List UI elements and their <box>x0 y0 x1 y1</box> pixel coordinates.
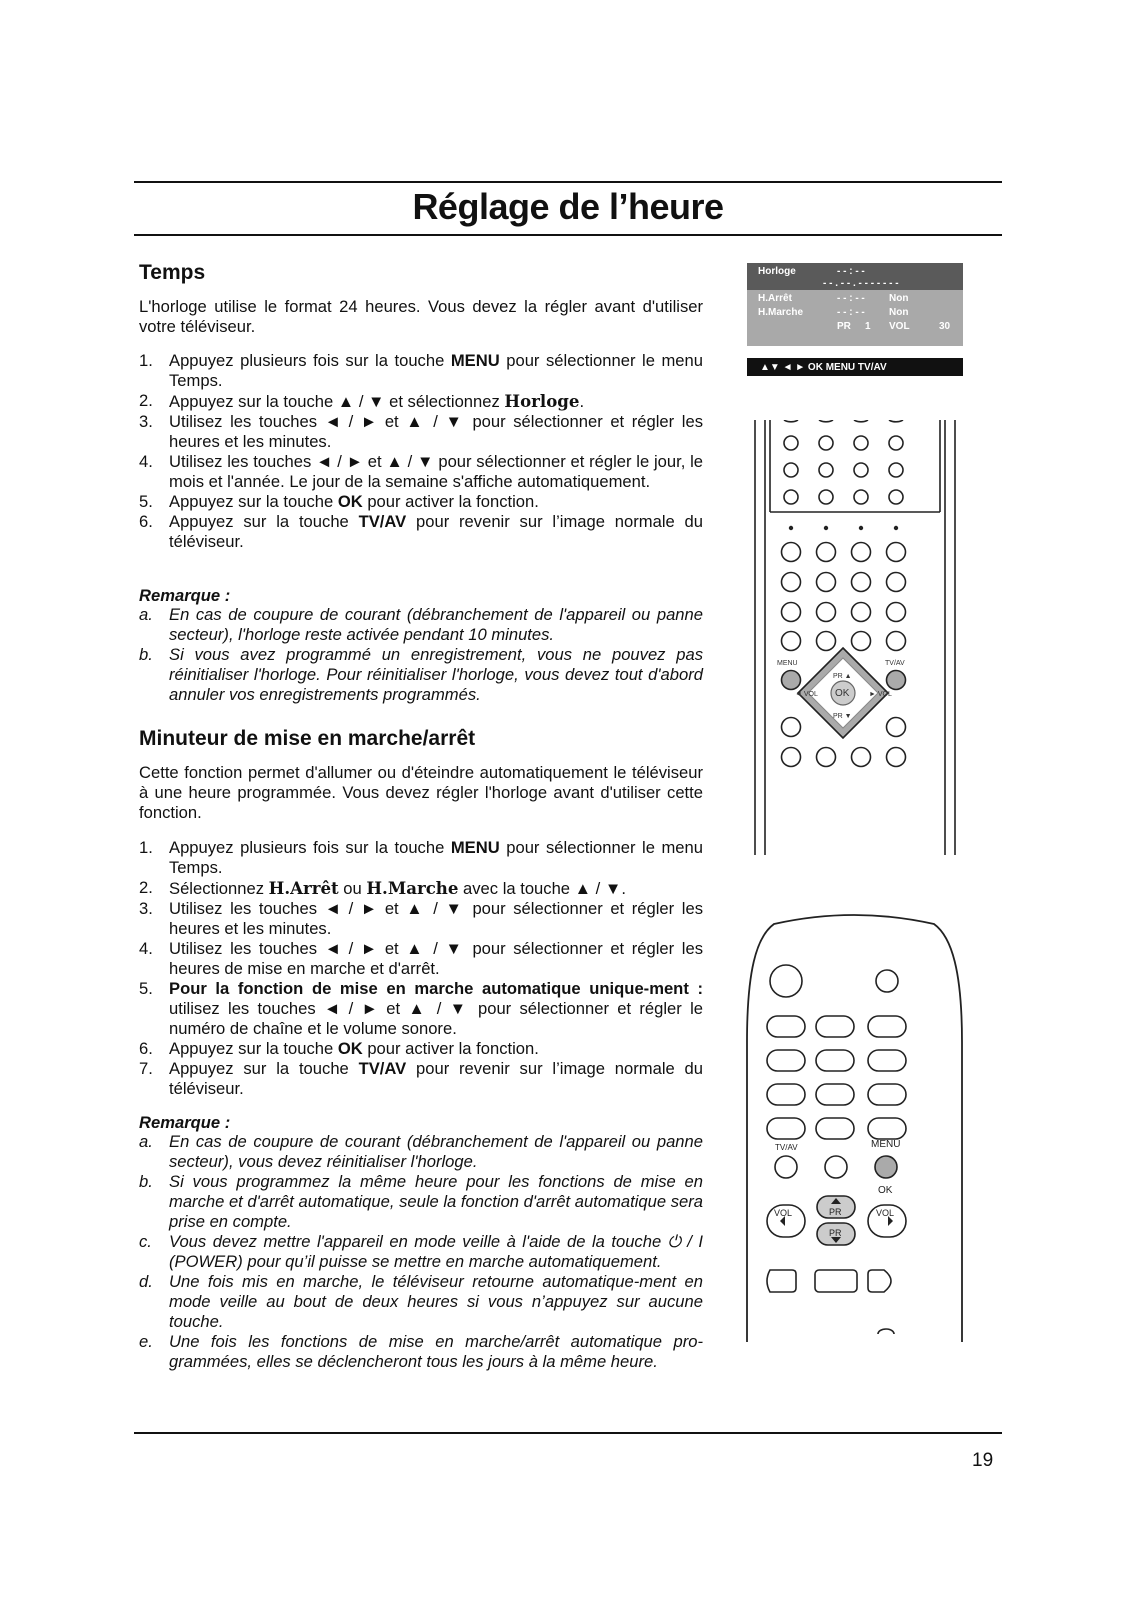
remote2-menu-label: MENU <box>871 1139 901 1150</box>
osd-horloge-date: - - . - - . - - - - - - - <box>823 278 899 289</box>
note-letter: b. <box>139 645 153 664</box>
osd-hmarche-value: Non <box>889 307 909 318</box>
step-number: 2. <box>139 391 153 410</box>
osd-hmarche-label: H.Marche <box>758 307 804 318</box>
step-number: 2. <box>139 878 153 897</box>
remote2-ok-label: OK <box>878 1185 893 1196</box>
osd-harret-label: H.Arrêt <box>758 293 792 304</box>
remote2-pr-down-label: PR <box>829 1228 842 1238</box>
remote1-pr-down-label: PR ▼ <box>833 713 852 720</box>
mute-button <box>876 970 898 992</box>
osd-vol-label: VOL <box>889 321 910 332</box>
step-item: 3. Utilisez les touches ◄ / ► et ▲ / ▼ pour sélectionner et régler les heures et les minutes. <box>139 899 703 938</box>
step-item: 4. Utilisez les touches ◄ / ► et ▲ / ▼ pour sélectionner et régler les heures de mise en marche et d'arrêt. <box>139 939 703 978</box>
step-item: 2. Appuyez sur la touche ▲ / ▼ et sélectionnez Horloge. <box>139 391 585 411</box>
step-item: 6. Appuyez sur la touche OK pour activer la fonction. <box>139 1039 539 1058</box>
step-number: 1. <box>139 351 153 370</box>
osd-vol-value: 30 <box>939 321 951 332</box>
remote1-vol-right-label: ► VOL <box>869 691 892 698</box>
step-item: 5. Pour la fonction de mise en marche automatique unique-ment : utilisez les touches ◄ / ► et ▲ / ▼ pour sélectionner et régler le numéro de chaîne et le volume sonore. <box>139 979 703 1038</box>
osd-pr-value: 1 <box>865 321 871 332</box>
tvav-button <box>887 671 906 690</box>
remote1-ok-label: OK <box>835 688 850 699</box>
section-heading-temps: Temps <box>139 261 206 284</box>
step-item: 7. Appuyez sur la touche TV/AV pour revenir sur l’image normale du téléviseur. <box>139 1059 703 1098</box>
remote-illustration-1 <box>745 420 965 855</box>
power-button <box>770 965 802 997</box>
remote2-tvav-label: TV/AV <box>775 1143 798 1152</box>
osd-bar-text: ▲▼ ◄ ► OK MENU TV/AV <box>760 362 887 373</box>
remote-illustration-2 <box>744 912 970 1342</box>
step-number: 1. <box>139 838 153 857</box>
menu-button <box>782 671 801 690</box>
step-item: 4. Utilisez les touches ◄ / ► et ▲ / ▼ pour sélectionner et régler le jour, le mois et l'année. Le jour de la semaine s'affiche automatiquement. <box>139 452 703 491</box>
step-item: 2. Sélectionnez H.Arrêt ou H.Marche avec la touche ▲ / ▼. <box>139 878 626 898</box>
temps-intro: L'horloge utilise le format 24 heures. Vous devez la régler avant d'utiliser votre téléviseur. <box>139 297 703 336</box>
step-item: 1. Appuyez plusieurs fois sur la touche MENU pour sélectionner le menu Temps. <box>139 351 703 390</box>
note-letter: e. <box>139 1332 153 1351</box>
note-letter: b. <box>139 1172 153 1191</box>
note-item: b. Si vous avez programmé un enregistrement, vous ne pouvez pas réinitialiser l'horloge. Pour réinitialiser l'horloge, vous devez tout d'abord annuler vos enregistrements programmés. <box>139 645 703 704</box>
osd-pr-label: PR <box>837 321 851 332</box>
step-item: 6. Appuyez sur la touche TV/AV pour revenir sur l’image normale du téléviseur. <box>139 512 703 551</box>
note-item: a. En cas de coupure de courant (débranchement de l'appareil ou panne secteur), l'horloge reste activée pendant 10 minutes. <box>139 605 703 644</box>
osd-hmarche-time: - - : - - <box>837 307 865 318</box>
remote1-menu-label: MENU <box>777 660 798 667</box>
remarque-heading: Remarque : <box>139 1113 231 1132</box>
note-letter: a. <box>139 605 153 624</box>
number-buttons-grid <box>782 543 906 651</box>
osd-harret-time: - - : - - <box>837 293 865 304</box>
temps-notes <box>139 605 703 705</box>
remote1-pr-up-label: PR ▲ <box>833 673 852 680</box>
note-letter: c. <box>139 1232 152 1251</box>
step-number: 5. <box>139 979 153 998</box>
page-title: Réglage de l’heure <box>412 186 724 227</box>
title-rule <box>134 234 1002 236</box>
note-letter: d. <box>139 1272 153 1291</box>
note-item: e. Une fois les fonctions de mise en marche/arrêt automatique pro-grammées, elles se déclencheront tous les jours à la même heure. <box>139 1332 703 1371</box>
menu-button <box>875 1156 897 1178</box>
note-letter: a. <box>139 1132 153 1151</box>
osd-horloge-label: Horloge <box>758 266 796 277</box>
page-number: 19 <box>972 1450 994 1471</box>
section-heading-minuteur: Minuteur de mise en marche/arrêt <box>139 727 476 750</box>
step-number: 3. <box>139 412 153 431</box>
osd-horloge-time: - - : - - <box>837 266 865 277</box>
step-number: 4. <box>139 452 153 471</box>
remote1-tvav-label: TV/AV <box>885 660 905 667</box>
minuteur-notes <box>139 1132 703 1372</box>
osd-harret-value: Non <box>889 293 909 304</box>
small-buttons-grid <box>784 436 903 504</box>
remote2-pr-up-label: PR <box>829 1207 842 1217</box>
step-item: 1. Appuyez plusieurs fois sur la touche MENU pour sélectionner le menu Temps. <box>139 838 703 877</box>
tvav-button <box>775 1156 797 1178</box>
step-number: 4. <box>139 939 153 958</box>
step-number: 3. <box>139 899 153 918</box>
osd-menu-time <box>747 263 963 376</box>
note-item: d. Une fois mis en marche, le téléviseur retourne automatique-ment en mode veille au bout de deux heures si vous n’appuyez sur aucune touche. <box>139 1272 703 1331</box>
note-item: a. En cas de coupure de courant (débranchement de l'appareil ou panne secteur), vous devez réinitialiser l'horloge. <box>139 1132 703 1171</box>
step-number: 6. <box>139 512 153 531</box>
bottom-rule <box>134 1432 1002 1434</box>
note-item: b. Si vous programmez la même heure pour les fonctions de mise en marche et d'arrêt automatique, seule la fonction d'arrêt automatique sera prise en compte. <box>139 1172 703 1231</box>
remote2-vol-right-label: VOL <box>876 1208 895 1218</box>
step-number: 5. <box>139 492 153 511</box>
remote1-vol-left-label: ◄ VOL <box>795 691 818 698</box>
minuteur-steps <box>139 838 703 1099</box>
step-number: 7. <box>139 1059 153 1078</box>
step-item: 3. Utilisez les touches ◄ / ► et ▲ / ▼ pour sélectionner et régler les heures et les minutes. <box>139 412 703 451</box>
step-item: 5. Appuyez sur la touche OK pour activer la fonction. <box>139 492 539 511</box>
remarque-heading: Remarque : <box>139 586 231 605</box>
top-rule <box>134 181 1002 183</box>
minuteur-intro: Cette fonction permet d'allumer ou d'éteindre automatiquement le téléviseur à une heure programmée. Vous devez régler l'horloge avant d'utiliser cette fonction. <box>139 763 703 822</box>
note-item: c. Vous devez mettre l'appareil en mode veille à l'aide de la touche ⏻ / I (POWER) pour qu’il puisse se mettre en marche automatiquement. <box>139 1232 703 1271</box>
temps-steps <box>139 351 703 552</box>
step-number: 6. <box>139 1039 153 1058</box>
remote2-vol-left-label: VOL <box>774 1208 793 1218</box>
